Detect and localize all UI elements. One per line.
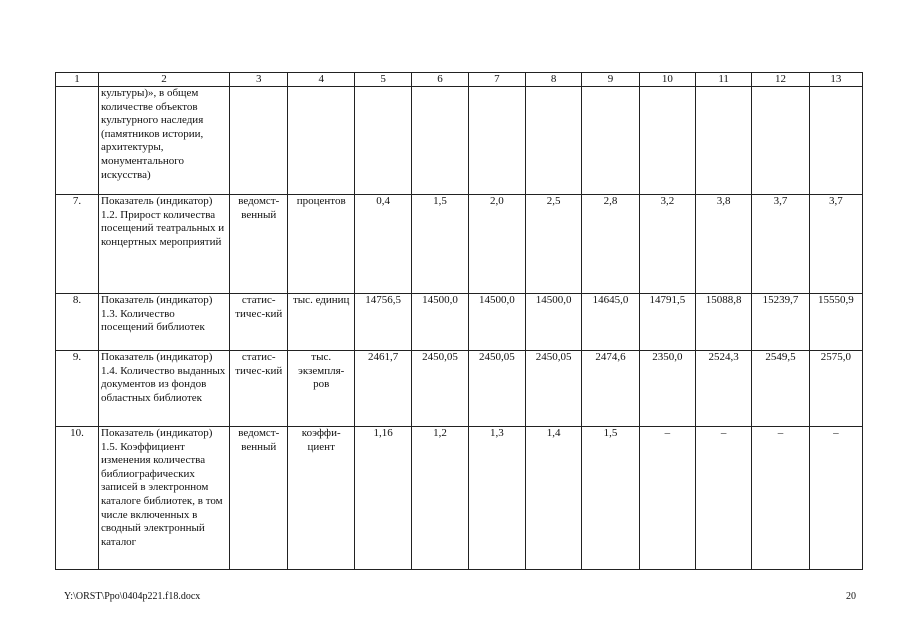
unit-cell: тыс. экземпля-ров: [288, 351, 355, 427]
header-cell: 11: [695, 73, 751, 87]
value-cell: –: [809, 427, 862, 570]
table-row: [56, 294, 863, 351]
value-cell: 1,4: [526, 427, 582, 570]
indicator-description-cell: Показатель (индикатор) 1.3. Количество посещений библиотек: [99, 294, 230, 351]
value-cell: 2,8: [582, 195, 639, 294]
value-cell: [355, 87, 412, 195]
indicator-description-cell: Показатель (индикатор) 1.2. Прирост количества посещений театральных и концертных мероприятий: [99, 195, 230, 294]
value-cell: –: [695, 427, 751, 570]
value-cell: 15550,9: [809, 294, 862, 351]
value-cell: 2450,05: [526, 351, 582, 427]
value-cell: –: [752, 427, 809, 570]
value-cell: 14756,5: [355, 294, 412, 351]
value-cell: 3,2: [639, 195, 695, 294]
value-cell: 3,8: [695, 195, 751, 294]
header-cell: 10: [639, 73, 695, 87]
value-cell: 15088,8: [695, 294, 751, 351]
value-cell: 2461,7: [355, 351, 412, 427]
value-cell: 14791,5: [639, 294, 695, 351]
header-cell: 9: [582, 73, 639, 87]
table-row: [56, 427, 863, 570]
indicator-description-cell: Показатель (индикатор) 1.4. Количество выданных документов из фондов областных библиотек: [99, 351, 230, 427]
value-cell: –: [639, 427, 695, 570]
data-source-cell: статис-тичес-кий: [230, 294, 288, 351]
row-number-cell: [56, 87, 99, 195]
value-cell: 14500,0: [412, 294, 468, 351]
value-cell: 2450,05: [412, 351, 468, 427]
value-cell: [695, 87, 751, 195]
data-source-cell: [230, 87, 288, 195]
indicators-table: [55, 72, 863, 570]
value-cell: 1,3: [468, 427, 525, 570]
value-cell: 14645,0: [582, 294, 639, 351]
value-cell: 2,5: [526, 195, 582, 294]
value-cell: 2575,0: [809, 351, 862, 427]
header-cell: 3: [230, 73, 288, 87]
value-cell: 15239,7: [752, 294, 809, 351]
value-cell: 0,4: [355, 195, 412, 294]
header-cell: 2: [99, 73, 230, 87]
unit-cell: коэффи-циент: [288, 427, 355, 570]
row-number-cell: 10.: [56, 427, 99, 570]
header-cell: 7: [468, 73, 525, 87]
row-number-cell: 7.: [56, 195, 99, 294]
table-row: [56, 351, 863, 427]
indicator-description-cell: культуры)», в общем количестве объектов культурного наследия (памятников истории, архитектуры, монументального искусства): [99, 87, 230, 195]
table-row: [56, 87, 863, 195]
value-cell: 2524,3: [695, 351, 751, 427]
value-cell: 1,16: [355, 427, 412, 570]
indicator-description-cell: Показатель (индикатор) 1.5. Коэффициент изменения количества библиографических записей в электронном каталоге библиотек, в том числе включенных в сводный электронный каталог: [99, 427, 230, 570]
value-cell: 14500,0: [526, 294, 582, 351]
data-source-cell: ведомст-венный: [230, 195, 288, 294]
value-cell: 1,2: [412, 427, 468, 570]
value-cell: 2350,0: [639, 351, 695, 427]
value-cell: [468, 87, 525, 195]
header-cell: 6: [412, 73, 468, 87]
row-number-cell: 8.: [56, 294, 99, 351]
data-source-cell: статис-тичес-кий: [230, 351, 288, 427]
value-cell: [752, 87, 809, 195]
value-cell: 14500,0: [468, 294, 525, 351]
value-cell: 2549,5: [752, 351, 809, 427]
row-number-cell: 9.: [56, 351, 99, 427]
unit-cell: процентов: [288, 195, 355, 294]
value-cell: [412, 87, 468, 195]
unit-cell: [288, 87, 355, 195]
value-cell: 1,5: [412, 195, 468, 294]
value-cell: 2,0: [468, 195, 525, 294]
value-cell: 3,7: [752, 195, 809, 294]
header-cell: 13: [809, 73, 862, 87]
header-cell: 1: [56, 73, 99, 87]
value-cell: [639, 87, 695, 195]
value-cell: 3,7: [809, 195, 862, 294]
value-cell: [582, 87, 639, 195]
table-row: [56, 195, 863, 294]
header-cell: 4: [288, 73, 355, 87]
value-cell: 2474,6: [582, 351, 639, 427]
header-cell: 5: [355, 73, 412, 87]
header-cell: 8: [526, 73, 582, 87]
value-cell: [526, 87, 582, 195]
value-cell: 2450,05: [468, 351, 525, 427]
page-number: 20: [846, 591, 856, 602]
footer-file-path: Y:\ORST\Ppo\0404p221.f18.docx: [64, 591, 201, 602]
unit-cell: тыс. единиц: [288, 294, 355, 351]
header-cell: 12: [752, 73, 809, 87]
data-source-cell: ведомст-венный: [230, 427, 288, 570]
value-cell: [809, 87, 862, 195]
table-header-row: [56, 73, 863, 87]
value-cell: 1,5: [582, 427, 639, 570]
